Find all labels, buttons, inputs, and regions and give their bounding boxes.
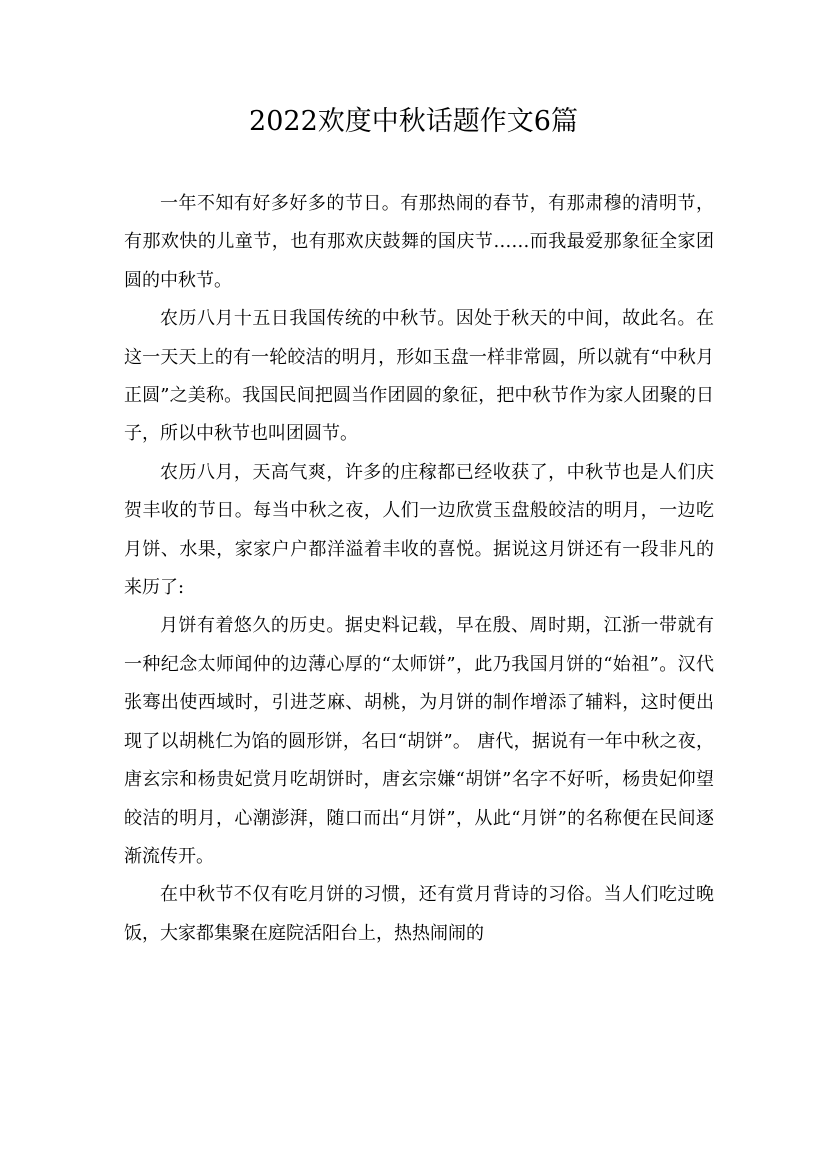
- paragraph: 月饼有着悠久的历史。据史料记载，早在殷、周时期，江浙一带就有一种纪念太师闻仲的边薄心厚的“太师饼”，此乃我国月饼的“始祖”。汉代张骞出使西域时，引进芝麻、胡桃，为月饼的制作增添了辅料，这时便出现了以胡桃仁为馅的圆形饼，名曰“胡饼”。 唐代，据说有一年中秋之夜，唐玄宗和杨贵妃赏月吃胡饼时，唐玄宗嫌“胡饼”名字不好听，杨贵妃仰望皎洁的明月，心潮澎湃，随口而出“月饼”，从此“月饼”的名称便在民间逐渐流传开。: [124, 615, 714, 867]
- document-body: [124, 185, 714, 953]
- paragraph: 一年不知有好多好多的节日。有那热闹的春节，有那肃穆的清明节，有那欢快的儿童节，也有那欢庆鼓舞的国庆节……而我最爱那象征全家团圆的中秋节。: [124, 193, 714, 291]
- paragraph: 农历八月，天高气爽，许多的庄稼都已经收获了，中秋节也是人们庆贺丰收的节日。每当中秋之夜，人们一边欣赏玉盘般皎洁的明月，一边吃月饼、水果，家家户户都洋溢着丰收的喜悦。据说这月饼还有一段非凡的来历了:: [124, 461, 714, 599]
- paragraph: 在中秋节不仅有吃月饼的习惯，还有赏月背诗的习俗。当人们吃过晚饭，大家都集聚在庭院活阳台上，热热闹闹的: [124, 884, 714, 944]
- paragraph: 农历八月十五日我国传统的中秋节。因处于秋天的中间，故此名。在这一天天上的有一轮皎洁的明月，形如玉盘一样非常圆，所以就有“中秋月正圆”之美称。我国民间把圆当作团圆的象征，把中秋节作为家人团聚的日子，所以中秋节也叫团圆节。: [124, 308, 714, 445]
- document-title: 2022欢度中秋话题作文6篇: [249, 106, 578, 137]
